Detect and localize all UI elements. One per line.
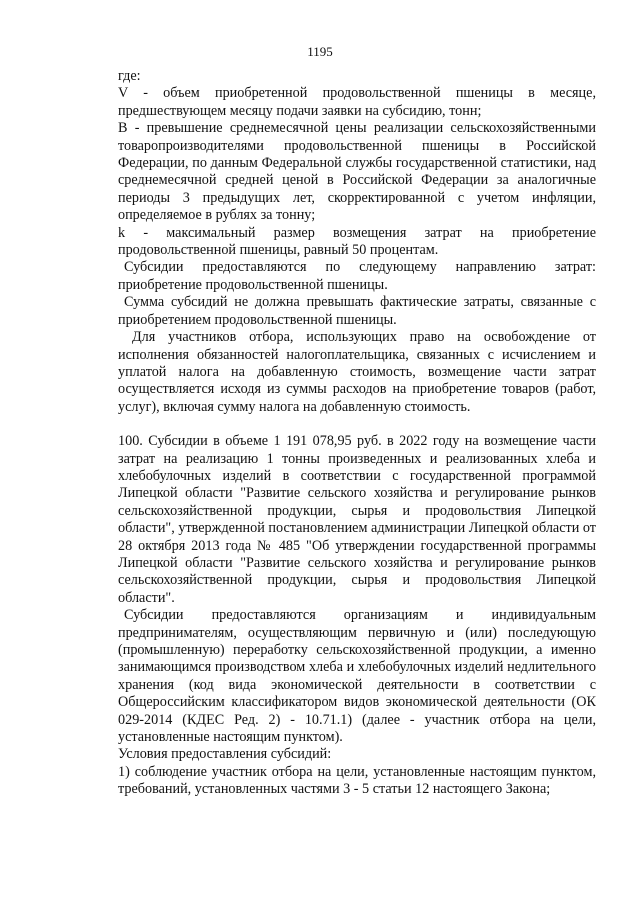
paragraph-condition-1: 1) соблюдение участник отбора на цели, установленные настоящим пунктом, требований, установленных частями 3 - 5 статьи 12 настоящего Закона;: [118, 763, 596, 798]
paragraph-definition-v: V - объем приобретенной продовольственной пшеницы в месяце, предшествующем месяцу подачи заявки на субсидию, тонн;: [118, 85, 596, 119]
paragraph-definition-k: k - максимальный размер возмещения затрат на приобретение продовольственной пшеницы, равный 50 процентам.: [118, 224, 596, 259]
blank-line: [118, 416, 596, 433]
paragraph-direction: Субсидии предоставляются по следующему направлению затрат: приобретение продовольственной пшеницы.: [118, 259, 596, 293]
paragraph-vat: Для участников отбора, использующих право на освобождение от исполнения обязанностей налогоплательщика, связанных с исчислением и уплатой налога на добавленную стоимость, возмещение части затрат осуществляется исходя из суммы расходов на приобретение товаров (работ, услуг), включая сумму налога на добавленную стоимость.: [118, 329, 596, 415]
document-body: [118, 68, 596, 799]
paragraph-where: где:: [118, 68, 141, 84]
paragraph-definition-b: B - превышение среднемесячной цены реализации сельскохозяйственными товаропроизводителями продовольственной пшеницы в Российской Федерации, по данным Федеральной службы государственной статистики, над среднемесячной средней ценой в Российской Федерации за аналогичные периоды 3 предыдущих лет, скорректированной с учетом инфляции, определяемое в рублях за тонну;: [118, 120, 596, 224]
paragraph-limit: Сумма субсидий не должна превышать фактические затраты, связанные с приобретением продовольственной пшеницы.: [118, 294, 596, 328]
page-number: 1195: [307, 44, 333, 59]
paragraph-conditions: Условия предоставления субсидий:: [118, 746, 332, 763]
paragraph-recipients: Субсидии предоставляются организациям и индивидуальным предпринимателям, осуществляющим первичную и (или) последующую (промышленную) переработку сельскохозяйственной продукции, а именно занимающимся производством хлеба и хлебобулочных изделий недлительного хранения (код вида экономической деятельности в соответствии с Общероссийским классификатором видов экономической деятельности (ОК 029-2014 (КДЕС Ред. 2) - 10.71.1) (далее - участник отбора на цели, установленные настоящим пунктом).: [118, 607, 596, 746]
paragraph-item-100: 100. Субсидии в объеме 1 191 078,95 руб. в 2022 году на возмещение части затрат на реализацию 1 тонны произведенных и реализованных хлеба и хлебобулочных изделий в соответствии с государственной программой Липецкой области "Развитие сельского хозяйства и регулирование рынков сельскохозяйственной продукции, сырья и продовольствия Липецкой области", утвержденной постановлением администрации Липецкой области от 28 октября 2013 года № 485 "Об утверждении государственной программы Липецкой области "Развитие сельского хозяйства и регулирование рынков сельскохозяйственной продукции, сырья и продовольствия Липецкой области".: [118, 433, 596, 606]
